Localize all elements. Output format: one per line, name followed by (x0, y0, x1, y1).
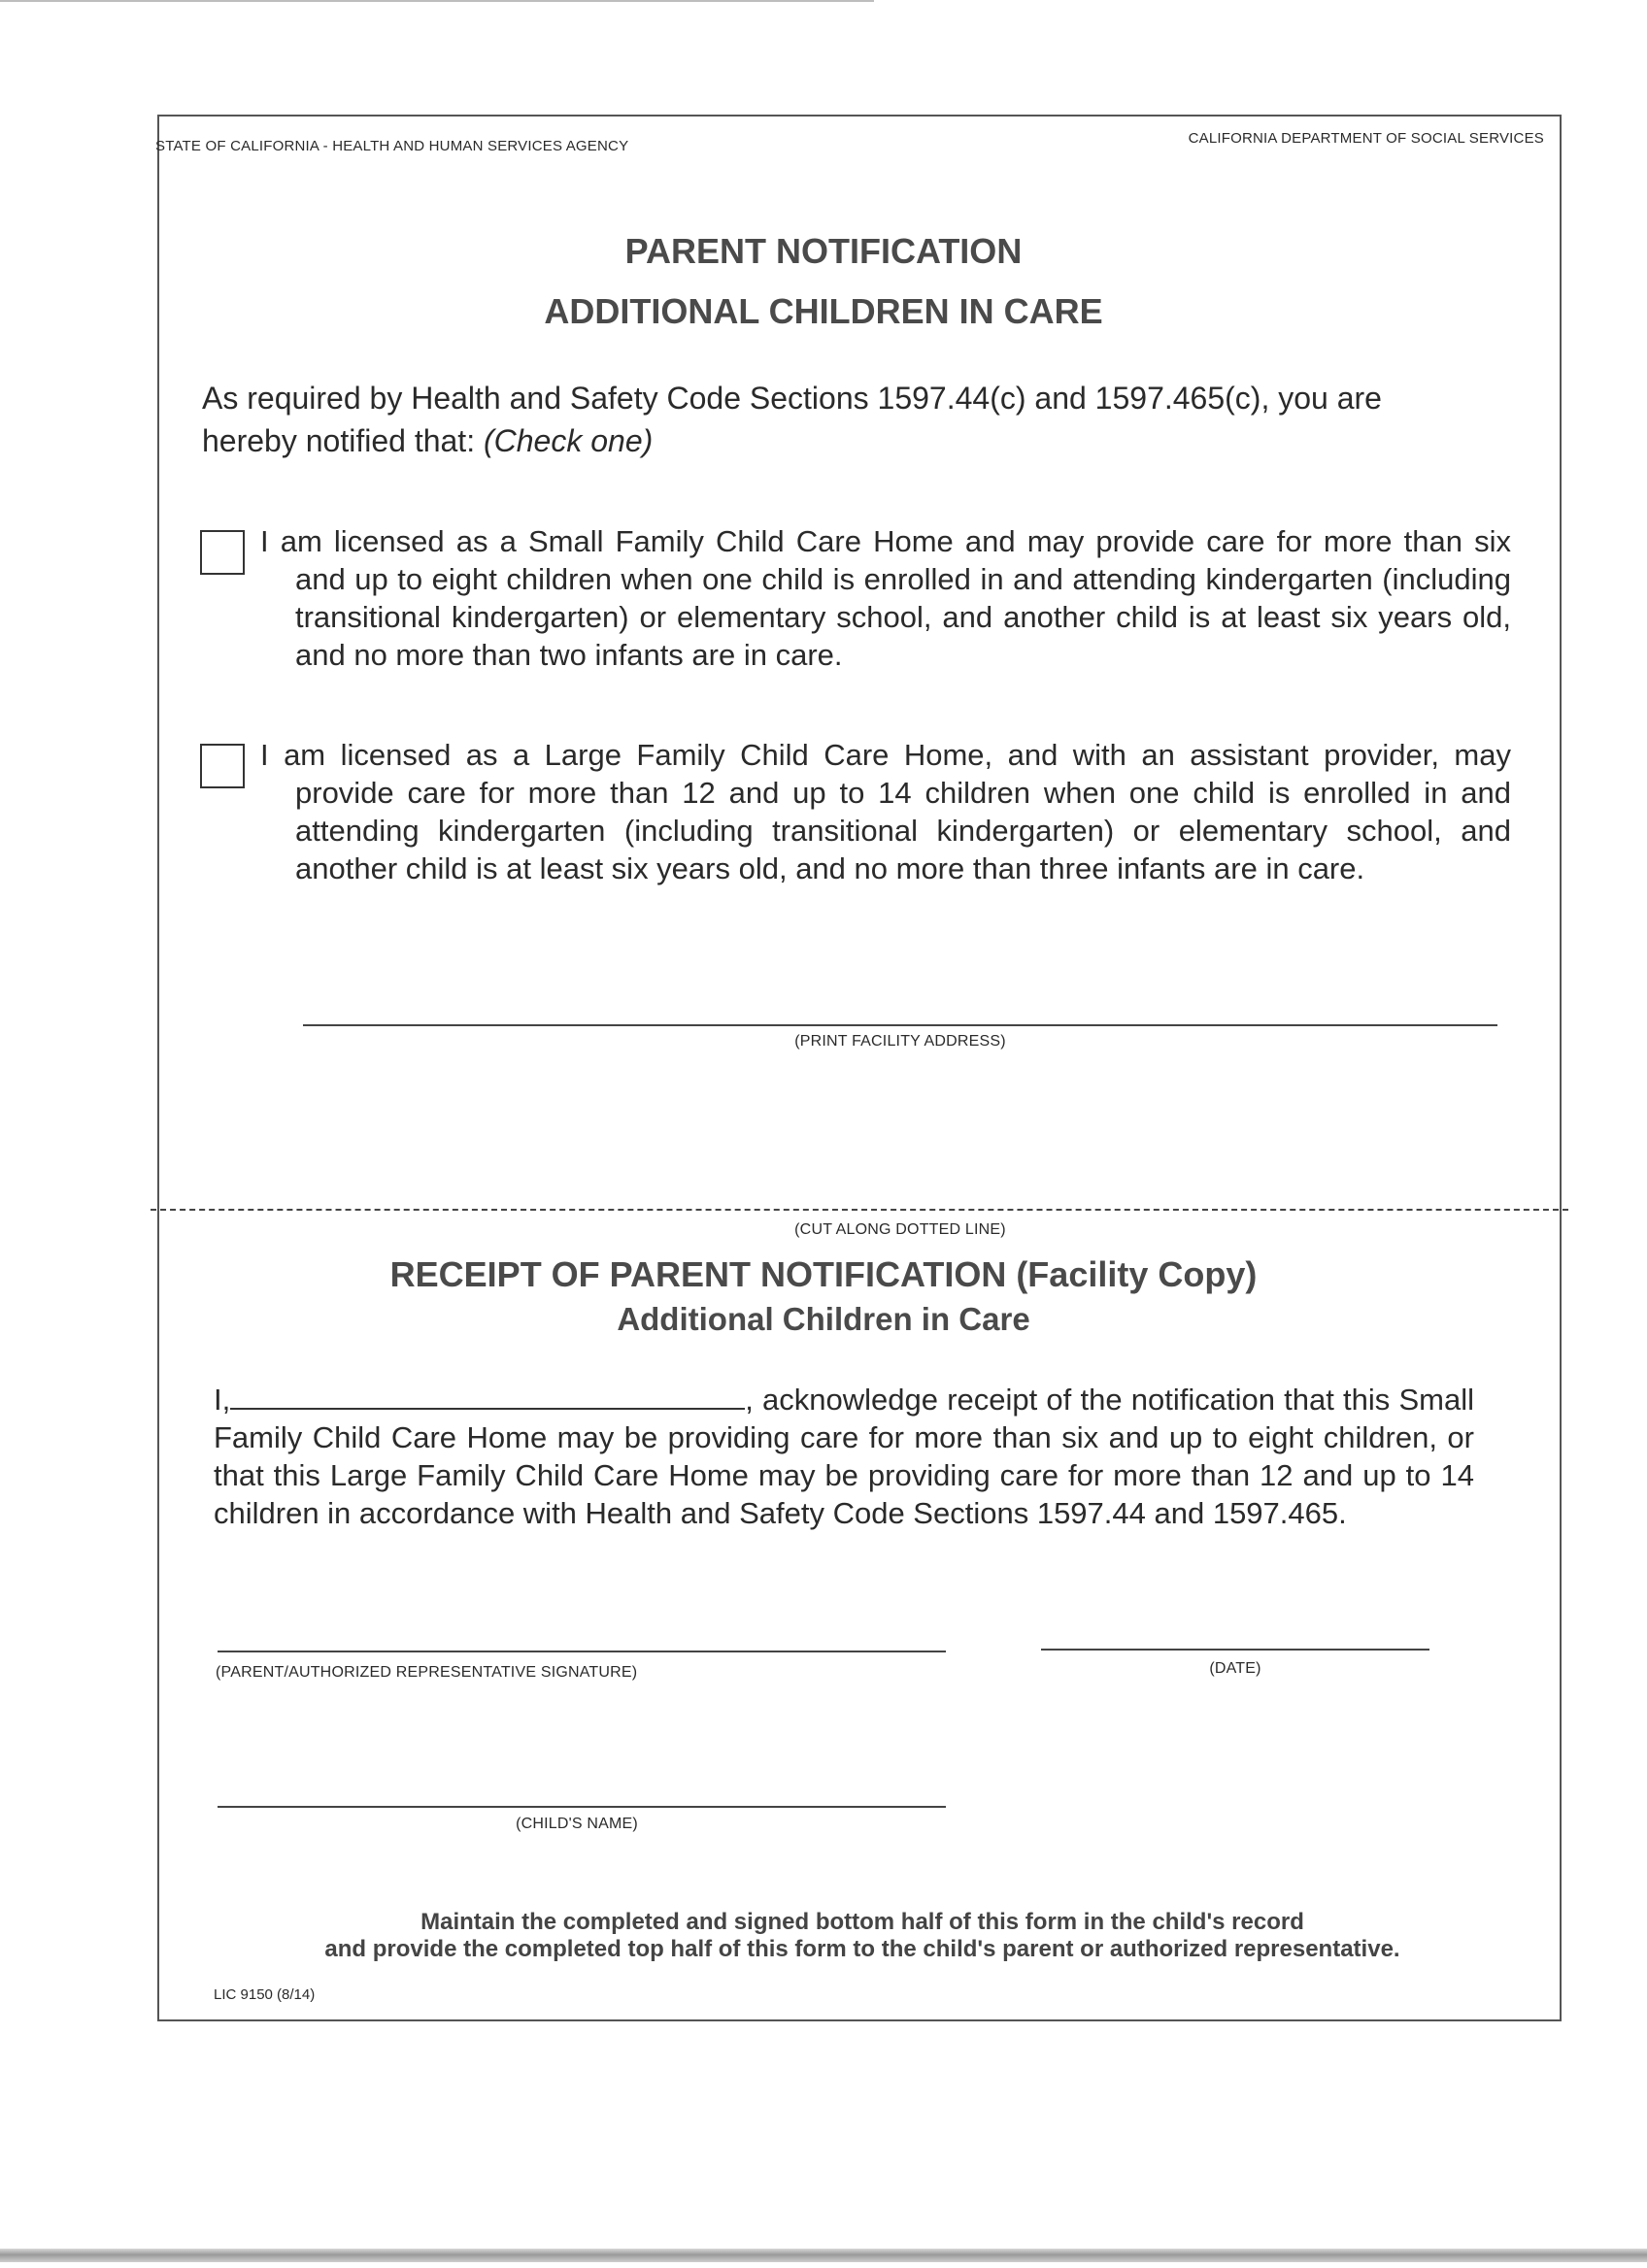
receipt-subtitle: Additional Children in Care (617, 1301, 1030, 1337)
small-family-text-rest: and up to eight children when one child is enrolled in and attending kindergarten (including transitional kindergarten) or elementary school, and another child is at least six years old, and no more than two infants are in care. (295, 562, 1511, 672)
option-large-family (200, 736, 1511, 887)
agency-header: STATE OF CALIFORNIA - HEALTH AND HUMAN SERVICES AGENCY (155, 138, 629, 154)
notification-title: PARENT NOTIFICATION (624, 231, 1023, 271)
child-name-field[interactable] (218, 1806, 946, 1808)
ack-prefix: I, (214, 1383, 231, 1417)
small-family-text (260, 522, 1511, 674)
signature-field[interactable] (218, 1651, 946, 1652)
ack-text: , acknowledge receipt of the notification that this Small Family Child Care Home may be providing care for more than six and up to eight children, or that this Large Family Child Care Home may be providing care for more than 12 and up to 14 children in accordance with Health and Safety Code Sections 1597.44 and 1597.465. (214, 1383, 1474, 1530)
acknowledgement-paragraph (214, 1381, 1474, 1532)
footer-instruction-2: and provide the completed top half of this form to the child's parent or authorized representative. (324, 1936, 1400, 1962)
facility-address-caption: (PRINT FACILITY ADDRESS) (794, 1033, 1006, 1050)
cut-caption: (CUT ALONG DOTTED LINE) (794, 1221, 1006, 1238)
notification-intro (202, 377, 1464, 462)
date-field[interactable] (1041, 1649, 1429, 1651)
scan-edge-bottom (0, 2249, 1647, 2262)
facility-address-field[interactable] (303, 1024, 1497, 1026)
large-family-text-rest: provide care for more than 12 and up to 14 children when one child is enrolled in and attending kindergarten (including transitional kindergarten) or elementary school, and another child is at least six years old, and no more than three infants are in care. (295, 776, 1511, 885)
parent-name-field[interactable] (230, 1383, 745, 1410)
small-family-text-first: I am licensed as a Small Family Child Care Home and may provide care for more than six (260, 524, 1511, 558)
small-family-checkbox[interactable] (200, 530, 245, 575)
footer-instruction-1: Maintain the completed and signed bottom half of this form in the child's record (420, 1909, 1304, 1935)
form-number: LIC 9150 (8/14) (214, 1986, 316, 2003)
intro-text: As required by Health and Safety Code Sections 1597.44(c) and 1597.465(c), you are hereby notified that: (202, 381, 1382, 458)
signature-caption: (PARENT/AUTHORIZED REPRESENTATIVE SIGNATURE) (216, 1664, 638, 1681)
child-name-caption: (CHILD'S NAME) (516, 1816, 638, 1832)
notification-subtitle: ADDITIONAL CHILDREN IN CARE (544, 291, 1103, 331)
intro-check-one: (Check one) (483, 423, 654, 458)
receipt-title: RECEIPT OF PARENT NOTIFICATION (Facility Copy) (389, 1254, 1258, 1294)
large-family-text (260, 736, 1511, 887)
large-family-checkbox[interactable] (200, 744, 245, 788)
cut-line (151, 1209, 1568, 1211)
date-caption: (DATE) (1209, 1660, 1261, 1677)
option-small-family (200, 522, 1511, 674)
scan-edge-top (0, 0, 874, 2)
large-family-text-first: I am licensed as a Large Family Child Care Home, and with an assistant provider, may (260, 738, 1511, 772)
department-header: CALIFORNIA DEPARTMENT OF SOCIAL SERVICES (1188, 130, 1544, 147)
